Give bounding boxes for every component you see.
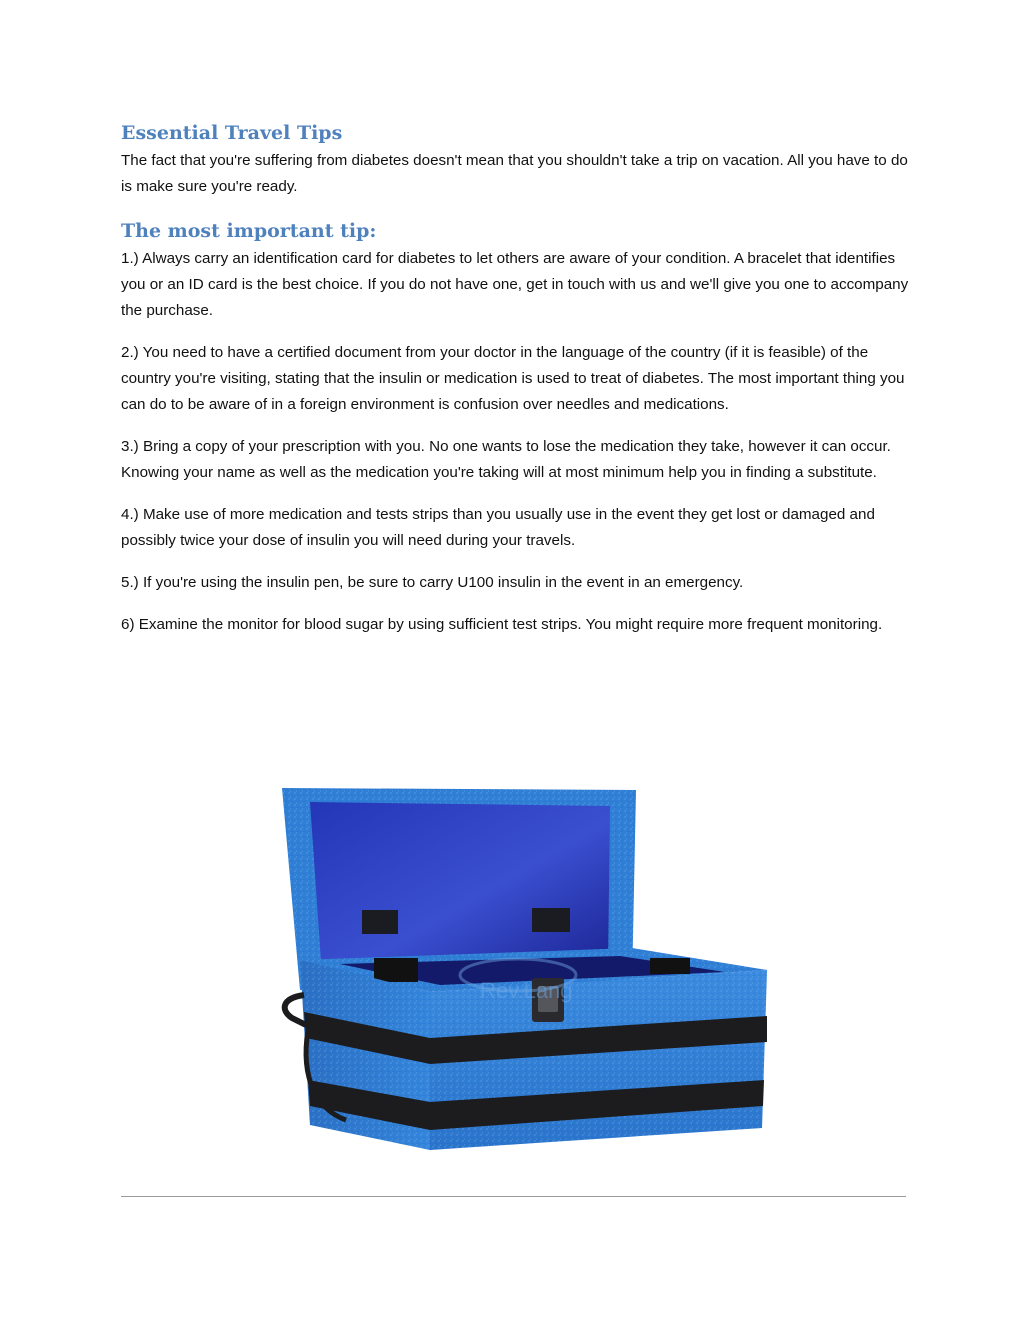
intro-paragraph: The fact that you're suffering from diabetes doesn't mean that you shouldn't take a trip on vacation. All you have to do is make sure you're ready.	[121, 152, 908, 195]
tip-3: 3.) Bring a copy of your prescription with you. No one wants to lose the medication they take, however it can occur. Knowing your name as well as the medication you're taking will at most minimum help you in finding a substitute.	[121, 438, 891, 481]
tip-6: 6) Examine the monitor for blood sugar by using sufficient test strips. You might require more frequent monitoring.	[121, 616, 883, 633]
article-body	[121, 118, 911, 638]
tip-5: 5.) If you're using the insulin pen, be sure to carry U100 insulin in the event in an emergency.	[121, 574, 744, 591]
heading-most-important-tip: The most important tip:	[121, 220, 377, 242]
lid-inner	[310, 802, 610, 976]
svg-text:Rev.Lang: Rev.Lang	[480, 978, 573, 1003]
tip-2: 2.) You need to have a certified document from your doctor in the language of the country (if it is feasible) of the country you're visiting, stating that the insulin or medication is used to treat of diabetes. The most important thing you can do to be aware of in a foreign environment is confusion over needles and medications.	[121, 344, 905, 413]
tip-4: 4.) Make use of more medication and tests strips than you usually use in the event they get lost or damaged and possibly twice your dose of insulin you will need during your travels.	[121, 506, 875, 549]
footer-divider	[121, 1196, 906, 1197]
tip-1: 1.) Always carry an identification card for diabetes to let others are aware of your condition. A bracelet that identifies you or an ID card is the best choice. If you do not have one, get in touch with us and we'll give you one to accompany the purchase.	[121, 250, 909, 319]
heading-essential-travel-tips: Essential Travel Tips	[121, 122, 343, 144]
cooler-box-image	[270, 780, 770, 1155]
